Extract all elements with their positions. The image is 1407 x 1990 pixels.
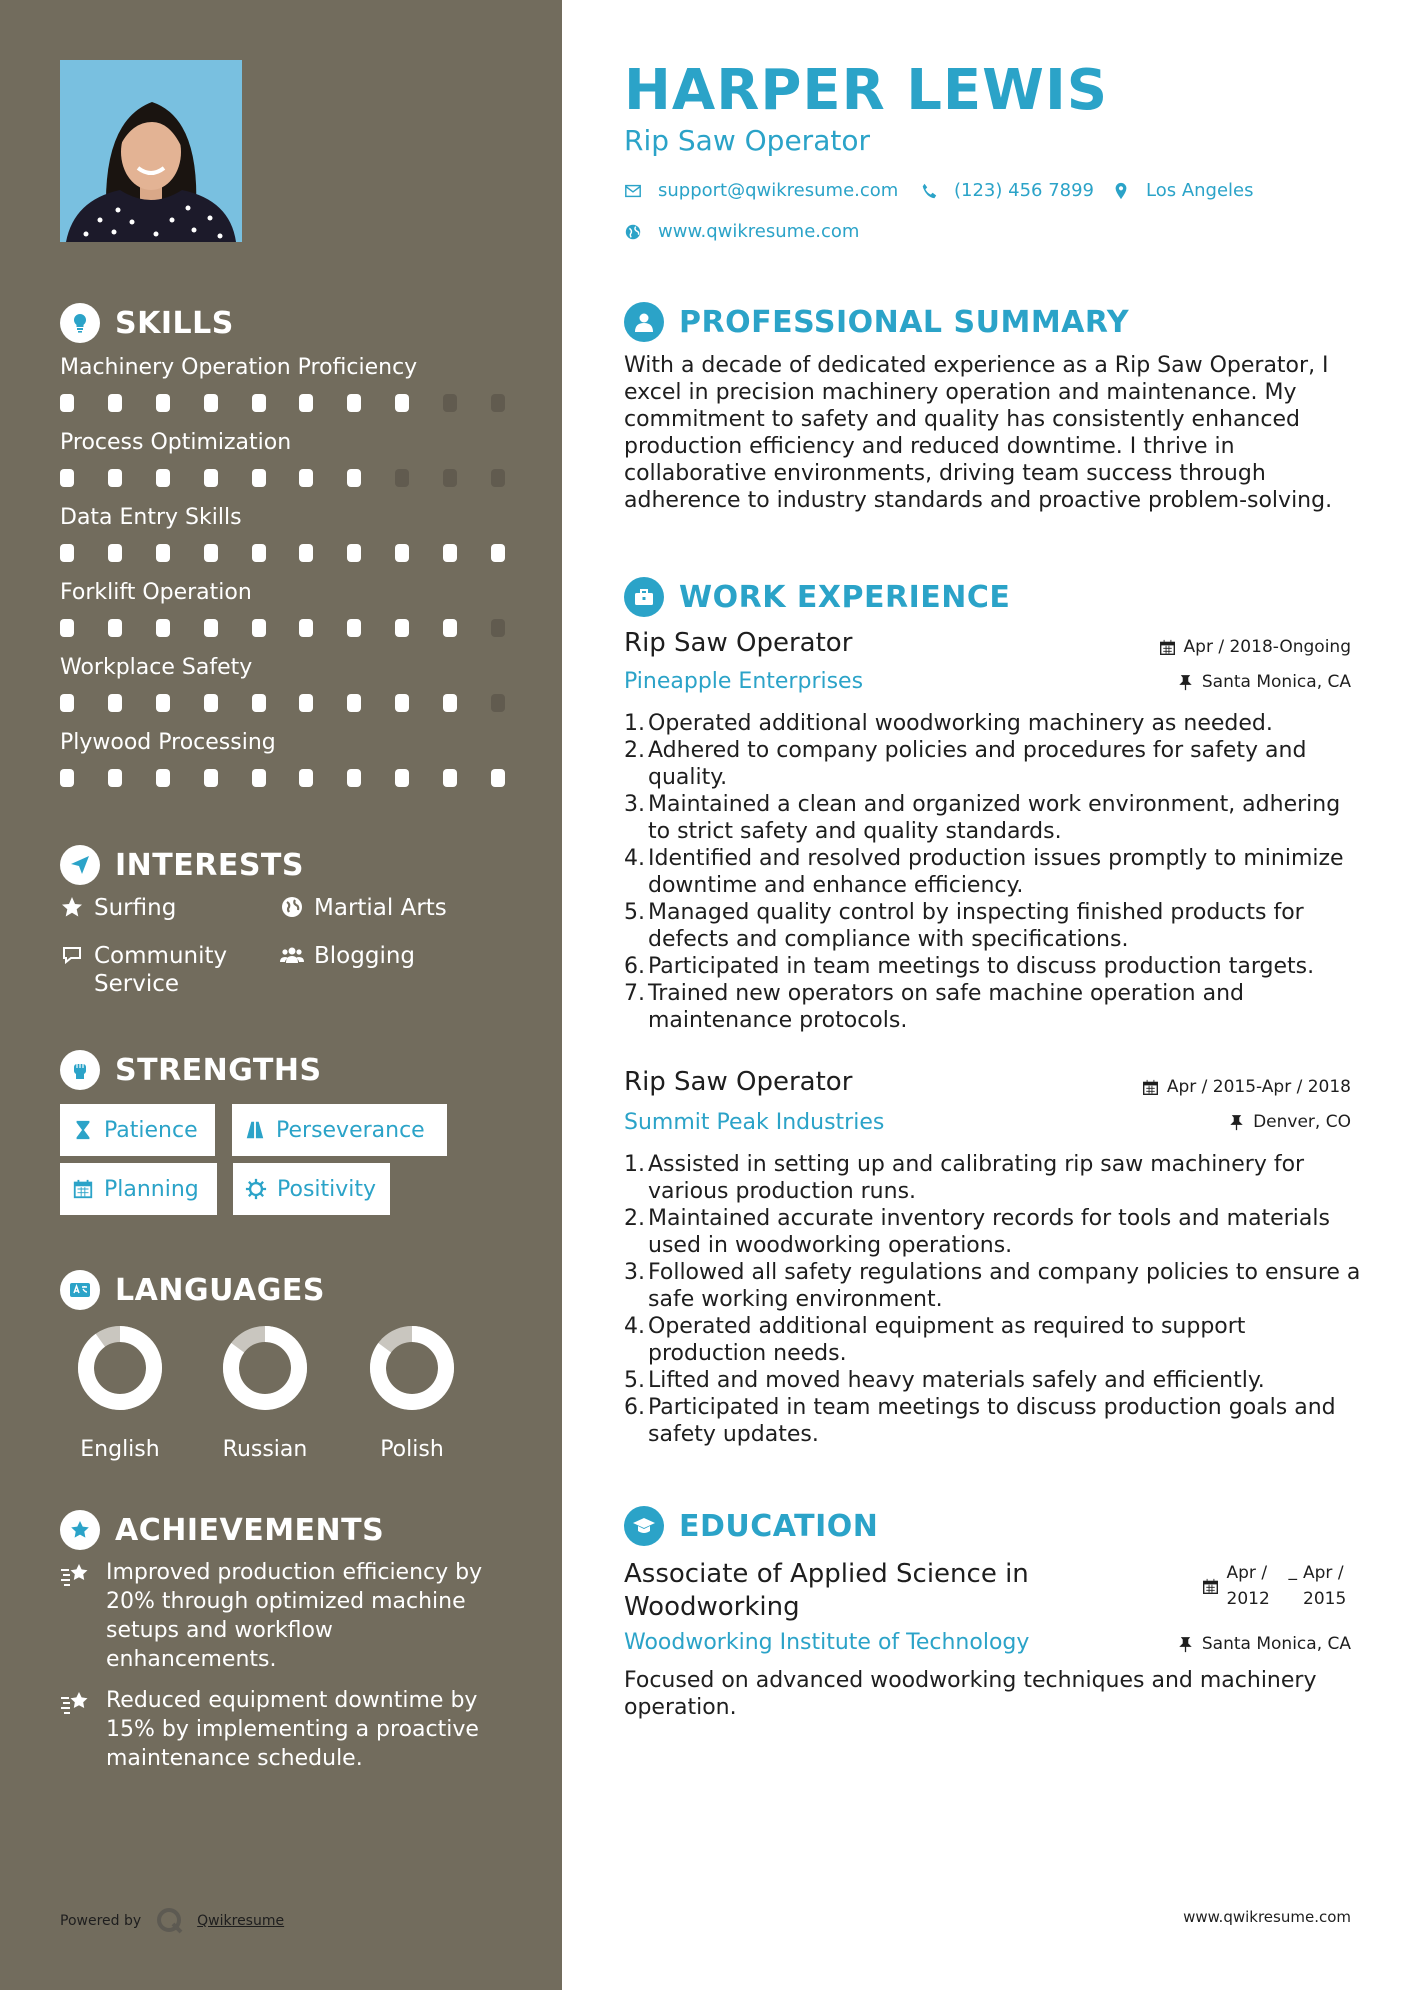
interest-label: Surfing	[94, 895, 177, 921]
rating-dot	[156, 619, 170, 637]
candidate-name: HARPER LEWIS	[624, 58, 1109, 123]
map-pin-icon	[1112, 182, 1130, 200]
rating-dot	[204, 544, 218, 562]
bullet-number: 1.	[624, 1152, 645, 1177]
location-text: Los Angeles	[1146, 180, 1254, 201]
job-dates-text: Apr / 2015-Apr / 2018	[1166, 1077, 1351, 1097]
skill-item	[60, 354, 505, 412]
bullet-item	[624, 737, 1364, 791]
education-description: Focused on advanced woodworking techniques and machinery operation.	[624, 1668, 1317, 1720]
strength-chip	[233, 1163, 390, 1215]
summary-heading	[624, 302, 1129, 342]
bullet-text: Trained new operators on safe machine operation and maintenance protocols.	[648, 981, 1244, 1033]
skill-item	[60, 504, 505, 562]
interest-label: Martial Arts	[314, 895, 447, 921]
bullet-item	[624, 899, 1364, 953]
globe-icon	[280, 895, 306, 921]
bullet-number: 2.	[624, 738, 645, 763]
skills-title: SKILLS	[115, 305, 234, 341]
rating-dot	[443, 469, 457, 487]
interest-item	[280, 894, 447, 922]
summary-text: With a decade of dedicated experience as a Rip Saw Operator, I excel in precision machinery operation and maintenance. My commitment to safety and quality has consistently enhanced production efficiency and reduced downtime. I thrive in collaborative environments, driving team success through adherence to industry standards and proactive problem-solving.	[624, 353, 1333, 513]
rating-dot	[347, 469, 361, 487]
star-icon	[60, 895, 86, 921]
bullet-text: Maintained accurate inventory records for tools and materials used in woodworking operations.	[648, 1206, 1330, 1258]
achievement-item	[60, 1686, 510, 1773]
skill-name: Process Optimization	[60, 430, 292, 455]
education-end: Apr / 2015	[1303, 1563, 1347, 1609]
job-title: Rip Saw Operator	[624, 1067, 853, 1097]
rating-dot	[443, 544, 457, 562]
bullet-text: Lifted and moved heavy materials safely and efficiently.	[648, 1368, 1265, 1393]
sidebar	[0, 0, 562, 1990]
star-badge-icon	[60, 1510, 100, 1550]
education-title: EDUCATION	[679, 1508, 879, 1544]
education-location-text: Santa Monica, CA	[1201, 1634, 1351, 1654]
rating-dot	[491, 469, 505, 487]
skill-item	[60, 654, 505, 712]
job-company: Pineapple Enterprises	[624, 669, 864, 694]
rating-dot	[108, 469, 122, 487]
strength-label: Planning	[104, 1176, 199, 1202]
bullet-number: 4.	[624, 846, 645, 871]
bullet-item	[624, 710, 1364, 737]
bullet-number: 4.	[624, 1314, 645, 1339]
bullet-item	[624, 1259, 1364, 1313]
bullet-text: Adhered to company policies and procedures for safety and quality.	[648, 738, 1307, 790]
strengths-title: STRENGTHS	[115, 1052, 322, 1088]
interest-item	[60, 942, 260, 998]
bullet-number: 3.	[624, 792, 645, 817]
rating-dot	[347, 544, 361, 562]
powered-by	[60, 1906, 284, 1936]
interest-label: Community Service	[94, 943, 228, 997]
job-bullets	[624, 1151, 1364, 1448]
rating-dot	[252, 694, 266, 712]
contact-website[interactable]	[624, 221, 859, 242]
bullet-number: 5.	[624, 1368, 645, 1393]
skill-name: Workplace Safety	[60, 655, 253, 680]
rating-dot	[252, 469, 266, 487]
achievement-text: Improved production efficiency by 20% through optimized machine setups and workflow enhancements.	[106, 1560, 483, 1672]
bullet-item	[624, 1205, 1364, 1259]
achievements-title: ACHIEVEMENTS	[115, 1512, 385, 1548]
skill-rating	[60, 469, 505, 487]
bullet-text: Assisted in setting up and calibrating rip saw machinery for various production runs.	[648, 1152, 1305, 1204]
language-item	[200, 1325, 330, 1462]
bullet-text: Identified and resolved production issues promptly to minimize downtime and enhance efficiency.	[648, 846, 1344, 898]
briefcase-icon	[624, 577, 664, 617]
rating-dot	[395, 544, 409, 562]
job-dates	[1159, 637, 1351, 657]
calendar-icon	[1159, 639, 1176, 656]
bullet-item	[624, 980, 1364, 1034]
strength-chip	[60, 1163, 217, 1215]
rating-dot	[108, 619, 122, 637]
bullet-number: 6.	[624, 1395, 645, 1420]
rating-dot	[60, 544, 74, 562]
education-heading	[624, 1506, 878, 1546]
envelope-icon	[624, 182, 642, 200]
footer-url[interactable]: www.qwikresume.com	[1183, 1908, 1351, 1926]
skill-rating	[60, 544, 505, 562]
rating-dot	[252, 769, 266, 787]
language-name: Russian	[222, 1437, 308, 1462]
powered-by-label: Powered by	[60, 1913, 142, 1929]
rating-dot	[156, 469, 170, 487]
education-dates	[1202, 1560, 1352, 1612]
rating-dot	[252, 394, 266, 412]
education-degree: Associate of Applied Science in Woodworking	[624, 1559, 1029, 1622]
language-item	[55, 1325, 185, 1462]
interests-heading	[60, 845, 304, 885]
bullet-number: 7.	[624, 981, 645, 1006]
bullet-item	[624, 1151, 1364, 1205]
phone-text: (123) 456 7899	[954, 180, 1095, 201]
rating-dot	[299, 469, 313, 487]
gear-icon	[245, 1178, 267, 1200]
rating-dot	[60, 694, 74, 712]
interest-item	[60, 894, 176, 922]
languages-heading	[60, 1270, 325, 1310]
skill-item	[60, 429, 505, 487]
skill-item	[60, 579, 505, 637]
bullet-text: Operated additional woodworking machinery as needed.	[648, 711, 1273, 736]
bullet-number: 2.	[624, 1206, 645, 1231]
rating-dot	[347, 694, 361, 712]
skill-name: Plywood Processing	[60, 730, 276, 755]
job-location-text: Santa Monica, CA	[1201, 672, 1351, 692]
rating-dot	[443, 694, 457, 712]
rating-dot	[491, 769, 505, 787]
strength-label: Patience	[104, 1117, 198, 1143]
rating-dot	[156, 394, 170, 412]
rating-dot	[299, 394, 313, 412]
job-location	[1177, 672, 1351, 692]
skill-name: Forklift Operation	[60, 580, 252, 605]
skills-heading	[60, 303, 234, 343]
contact-email[interactable]	[624, 180, 898, 201]
strength-label: Perseverance	[276, 1117, 425, 1143]
skill-name: Data Entry Skills	[60, 505, 242, 530]
graduation-cap-icon	[624, 1506, 664, 1546]
education-school: Woodworking Institute of Technology	[624, 1630, 1030, 1655]
rating-dot	[347, 394, 361, 412]
paper-plane-icon	[60, 845, 100, 885]
language-icon	[60, 1270, 100, 1310]
rating-dot	[156, 694, 170, 712]
lightbulb-icon	[60, 303, 100, 343]
interest-label: Blogging	[314, 943, 416, 969]
website-text: www.qwikresume.com	[658, 221, 860, 242]
road-icon	[244, 1119, 266, 1141]
experience-title: WORK EXPERIENCE	[679, 579, 1011, 615]
bullet-item	[624, 791, 1364, 845]
rating-dot	[395, 394, 409, 412]
skill-item	[60, 729, 505, 787]
language-ring	[222, 1325, 308, 1411]
rating-dot	[108, 769, 122, 787]
strength-chip	[232, 1104, 447, 1156]
rating-dot	[443, 394, 457, 412]
bullet-text: Participated in team meetings to discuss production goals and safety updates.	[648, 1395, 1336, 1447]
main-content	[562, 0, 1407, 1990]
chat-icon	[60, 943, 86, 969]
skill-rating	[60, 694, 505, 712]
candidate-role: Rip Saw Operator	[624, 124, 870, 157]
pushpin-icon	[1228, 1114, 1245, 1131]
rating-dot	[204, 469, 218, 487]
education-location	[1177, 1634, 1351, 1654]
rating-dot	[491, 619, 505, 637]
rating-dot	[156, 544, 170, 562]
job-title: Rip Saw Operator	[624, 628, 853, 658]
bullet-number: 3.	[624, 1260, 645, 1285]
bullet-item	[624, 1313, 1364, 1367]
rating-dot	[108, 694, 122, 712]
rating-dot	[299, 694, 313, 712]
rating-dot	[395, 469, 409, 487]
rating-dot	[443, 769, 457, 787]
skill-rating	[60, 619, 505, 637]
job-dates-text: Apr / 2018-Ongoing	[1183, 637, 1351, 657]
bullet-number: 5.	[624, 900, 645, 925]
job-location	[1228, 1112, 1351, 1132]
skill-rating	[60, 769, 505, 787]
bullet-text: Participated in team meetings to discuss production targets.	[648, 954, 1315, 979]
rating-dot	[299, 619, 313, 637]
calendar-icon	[1142, 1079, 1159, 1096]
education-start: Apr / 2012	[1226, 1563, 1270, 1609]
skill-name: Machinery Operation Proficiency	[60, 355, 418, 380]
phone-icon	[920, 182, 938, 200]
bullet-number: 6.	[624, 954, 645, 979]
bullet-item	[624, 1394, 1364, 1448]
bullet-text: Followed all safety regulations and company policies to ensure a safe working environment.	[648, 1260, 1361, 1312]
qwikresume-logo-icon	[155, 1906, 185, 1936]
rating-dot	[60, 619, 74, 637]
bullet-item	[624, 1367, 1364, 1394]
languages-title: LANGUAGES	[115, 1272, 325, 1308]
summary-title: PROFESSIONAL SUMMARY	[679, 304, 1130, 340]
shooting-star-icon	[60, 1562, 96, 1674]
rating-dot	[108, 544, 122, 562]
rating-dot	[443, 619, 457, 637]
language-name: Polish	[380, 1437, 444, 1462]
strength-label: Positivity	[277, 1176, 377, 1202]
job-company: Summit Peak Industries	[624, 1110, 885, 1135]
hourglass-icon	[72, 1119, 94, 1141]
rating-dot	[252, 619, 266, 637]
rating-dot	[299, 544, 313, 562]
profile-photo	[60, 60, 242, 242]
rating-dot	[491, 394, 505, 412]
language-ring	[77, 1325, 163, 1411]
date-separator: _	[1288, 1561, 1297, 1581]
bullet-text: Managed quality control by inspecting finished products for defects and compliance with specifications.	[648, 900, 1304, 952]
job-dates	[1142, 1077, 1351, 1097]
rating-dot	[204, 694, 218, 712]
pushpin-icon	[1177, 674, 1194, 691]
email-text: support@qwikresume.com	[658, 180, 899, 201]
achievement-text: Reduced equipment downtime by 15% by implementing a proactive maintenance schedule.	[106, 1688, 479, 1771]
rating-dot	[299, 769, 313, 787]
bullet-item	[624, 953, 1364, 980]
shooting-star-icon	[60, 1690, 96, 1773]
rating-dot	[347, 619, 361, 637]
strengths-heading	[60, 1050, 322, 1090]
bullet-text: Maintained a clean and organized work environment, adhering to strict safety and quality standards.	[648, 792, 1341, 844]
rating-dot	[108, 394, 122, 412]
strength-chip	[60, 1104, 215, 1156]
rating-dot	[395, 619, 409, 637]
bullet-number: 1.	[624, 711, 645, 736]
language-ring	[369, 1325, 455, 1411]
contact-location	[1112, 180, 1254, 201]
rating-dot	[491, 544, 505, 562]
language-item	[347, 1325, 477, 1462]
contact-phone[interactable]	[920, 180, 1094, 201]
rating-dot	[252, 544, 266, 562]
job-location-text: Denver, CO	[1253, 1112, 1351, 1132]
calendar-icon	[72, 1178, 94, 1200]
users-icon	[280, 943, 306, 969]
globe-icon	[624, 223, 642, 241]
user-icon	[624, 302, 664, 342]
achievement-item	[60, 1558, 510, 1674]
language-name: English	[80, 1437, 160, 1462]
rating-dot	[395, 694, 409, 712]
rating-dot	[347, 769, 361, 787]
qwikresume-link[interactable]: Qwikresume	[197, 1913, 285, 1929]
rating-dot	[491, 694, 505, 712]
rating-dot	[60, 469, 74, 487]
rating-dot	[204, 619, 218, 637]
experience-heading	[624, 577, 1010, 617]
bullet-item	[624, 845, 1364, 899]
rating-dot	[156, 769, 170, 787]
interests-title: INTERESTS	[115, 847, 304, 883]
interest-item	[280, 942, 415, 970]
pushpin-icon	[1177, 1636, 1194, 1653]
calendar-icon	[1202, 1578, 1219, 1595]
fist-icon	[60, 1050, 100, 1090]
rating-dot	[395, 769, 409, 787]
achievements-heading	[60, 1510, 384, 1550]
rating-dot	[60, 394, 74, 412]
rating-dot	[204, 394, 218, 412]
bullet-text: Operated additional equipment as required to support production needs.	[648, 1314, 1246, 1366]
rating-dot	[204, 769, 218, 787]
skill-rating	[60, 394, 505, 412]
rating-dot	[60, 769, 74, 787]
job-bullets	[624, 710, 1364, 1034]
